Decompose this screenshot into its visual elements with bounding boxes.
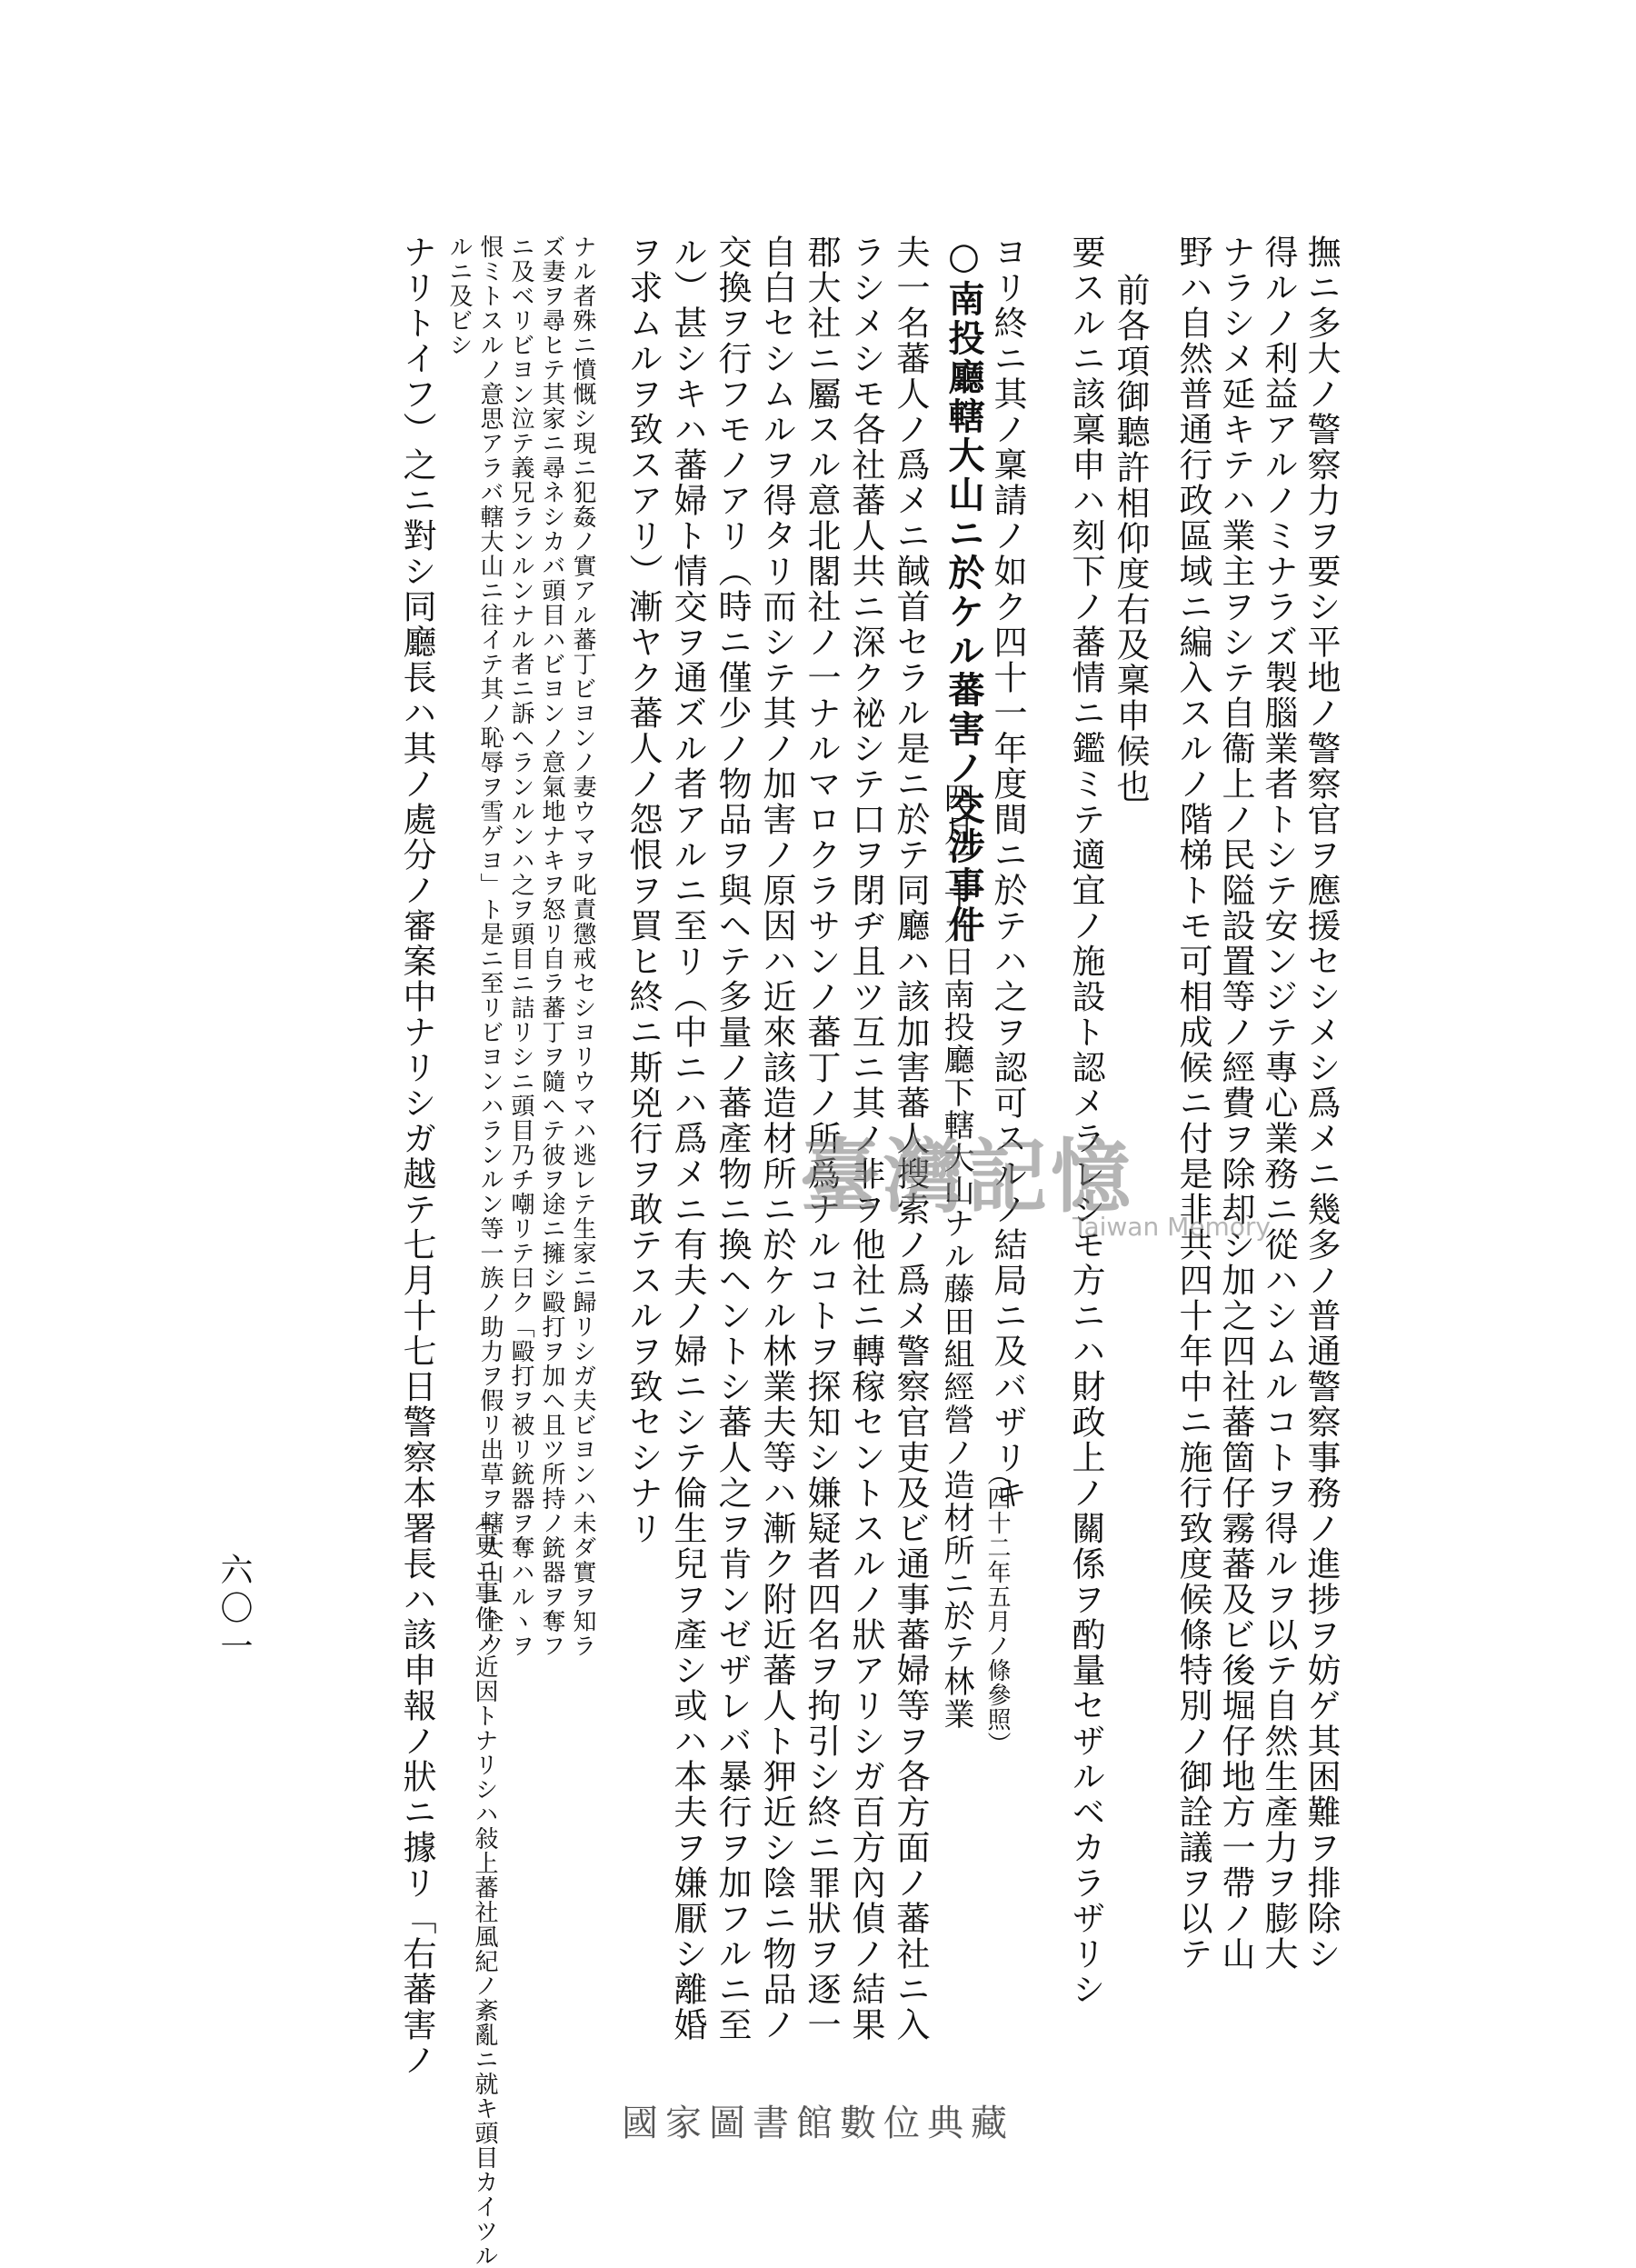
section-heading: ○南投廳轄大山ニ於ケル蕃害ノ交涉事件	[943, 235, 985, 944]
text-column-13: ル）甚シキハ蕃婦ト情交ヲ通ズル者アルニ至リ（中ニハ爲メニ有夫ノ婦ニシテ倫生兒ヲ產シ或ハ本夫ヲ嫌厭シ離婚	[668, 235, 707, 2043]
annotation-column-4: 恨ミトスルノ意思アラバ轄大山ニ往イテ其ノ恥辱ヲ雪ゲヨ」ト是ニ至リビヨンハランルン等一族ノ助力ヲ假リ出草ヲ轄大山ニ企ツ	[476, 235, 504, 1658]
text-column-5: 前各項御聽許相仰度右及稟申候也	[1111, 273, 1150, 804]
annotation-column-2: ズ妻ヲ尋ヒテ其家ニ尋ネシカバ頭目ハビヨンノ意氣地ナキヲ怒リ自ラ蕃丁ヲ隨ヘテ彼ヲ途ニ擁シ毆打ヲ加ヘ且ツ所持ノ銃器ヲ奪フ	[538, 235, 565, 1658]
annotation-column-3: ニ及ベリビヨン泣テ義兄ランルンナル者ニ訴ヘランルンハ之ヲ頭目ニ詰リシニ頭目乃チ嘲リテ曰ク「毆打ヲ被リ銃器ヲ奪ハルヽヲ	[507, 235, 534, 1658]
page-number: 六〇一	[215, 1553, 253, 1667]
text-column-14: ヲ求ムルヲ致スアリ）漸ヤク蕃人ノ怨恨ヲ買ヒ終ニ斯兇行ヲ敢テスルヲ致セシナリ	[623, 235, 663, 1546]
annotation-column-5: ルニ及ビシ	[445, 235, 473, 357]
text-column-2: 得ルノ利益アルノミナラズ製腦業者トシテ安ンジテ專心業務ニ從ハシムルコトヲ得ルヲ以テ自然生產力ヲ膨大	[1259, 235, 1298, 1972]
inline-note: （更ニ事件ノ近因トナリシハ敍上蕃社風紀ノ紊亂ニ就キ頭目カイツル	[471, 1507, 498, 2268]
library-footer: 國家圖書館數位典藏	[622, 2103, 1014, 2144]
text-column-7: ヨリ終ニ其ノ稟請ノ如ク四十一年度間ニ於テハ之ヲ認可スルノ結局ニ及バザリキ	[988, 235, 1027, 1511]
text-column-3: ナラシメ延キテハ業主ヲシテ自衞上ノ民隘設置等ノ經費ヲ除却シ加之四社蕃箇仔霧蕃及ビ後堀仔地方一帶ノ山	[1216, 235, 1255, 1972]
text-column-12: 交換ヲ行フモノアリ（時ニ僅少ノ物品ヲ與ヘテ多量ノ蕃產物ニ換ヘントシ蕃人之ヲ肯ンゼザレバ暴行ヲ加フルニ至	[713, 235, 752, 2043]
text-column-11: 自白セシムルヲ得タリ而シテ其ノ加害ノ原因ハ近來該造材所ニ於ケル林業夫等ハ漸ク附近蕃人ト狎近シ陰ニ物品ノ	[757, 235, 796, 2043]
text-column-1: 撫ニ多大ノ警察力ヲ要シ平地ノ警察官ヲ應援セシメシ爲メニ幾多ノ普通警察事務ノ進捗ヲ妨ゲ其困難ヲ排除シ	[1302, 235, 1341, 1972]
text-column-6: 要スルニ該稟申ハ刻下ノ蕃情ニ鑑ミテ適宜ノ施設ト認メラレシモ方ニハ財政上ノ關係ヲ酌量セザルベカラザリシ	[1066, 235, 1105, 2007]
watermark-english: Taiwan Memory	[1072, 1212, 1271, 1242]
date-line: 四月二十九日南投廳下轄大山ナル藤田組經營ノ造材所ニ於テ林業	[938, 782, 974, 1731]
text-column-9: ラシメシモ各社蕃人共ニ深ク祕シテ口ヲ閉ヂ且ツ互ニ其ノ非ヲ他社ニ轉稼セントスルノ狀アリシガ百方內偵ノ結果	[846, 235, 885, 2043]
text-column-10: 郡大社ニ屬スル意北閣社ノ一ナルマロクラサンノ蕃丁ノ所爲ナルコトヲ探知シ嫌疑者四名ヲ拘引シ終ニ罪狀ヲ逐一	[802, 235, 841, 2043]
annotation-column-1: ナル者殊ニ憤慨シ現ニ犯姦ノ實アル蕃丁ビヨンノ妻ウマヲ叱責懲戒セシヨリウマハ逃レテ生家ニ歸リシガ夫ビヨンハ未ダ實ヲ知ラ	[569, 235, 596, 1658]
text-column-8: 夫一名蕃人ノ爲メニ馘首セラル是ニ於テ同廳ハ該加害蕃人搜索ノ爲メ警察官吏及ビ通事蕃婦等ヲ各方面ノ蕃社ニ入	[891, 235, 930, 2043]
cross-reference-note: （四十二年五月ノ條參照）	[983, 1462, 1011, 1756]
text-column-15: ナリトイフ）之ニ對シ同廳長ハ其ノ處分ノ審案中ナリシガ越テ七月十七日警察本署長ハ該申報ノ狀ニ據リ「右蕃害ノ	[397, 235, 436, 2078]
watermark-chinese: 臺灣記憶	[800, 1129, 1135, 1224]
text-column-4: 野ハ自然普通行政區域ニ編入スルノ階梯トモ可相成候ニ付是非共四十年中ニ施行致度候條特別ノ御詮議ヲ以テ	[1173, 235, 1212, 1972]
